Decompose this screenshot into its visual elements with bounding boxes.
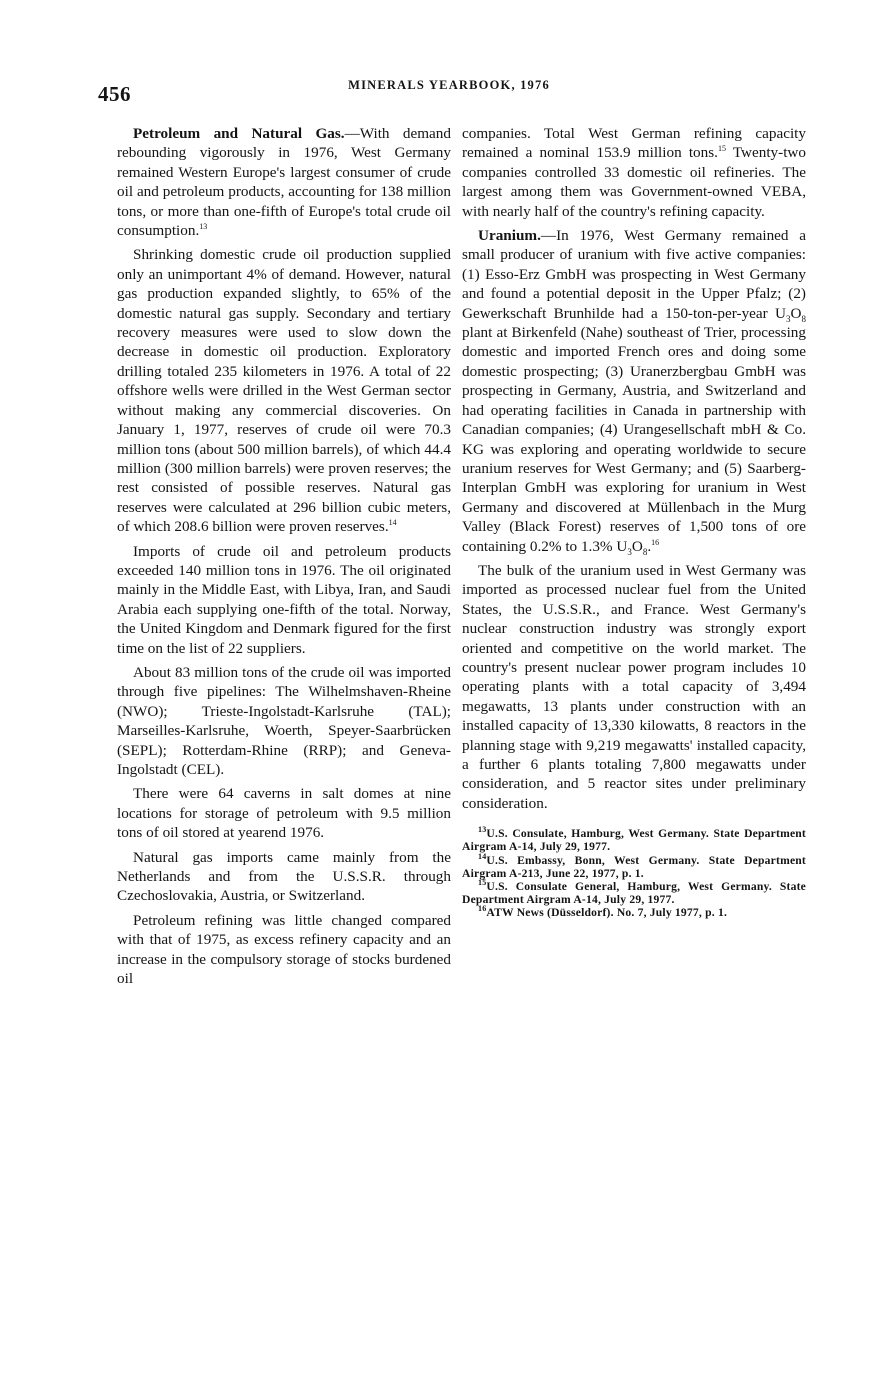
footnote [462, 851, 806, 880]
page-number: 456 [98, 82, 131, 106]
footnote-number: 14 [478, 851, 487, 861]
paragraph-text: companies. Total West German refining capacity remained a nominal 153.9 million tons. [462, 125, 806, 162]
paragraph-petroleum-intro [117, 124, 451, 240]
paragraph-uranium [462, 226, 806, 556]
section-heading-uranium: Uranium. [478, 227, 541, 245]
paragraph-text: Twenty-two companies controlled 33 domestic oil refineries. The largest among them was Government-owned VEBA, with nearly half of the country's refining capacity. [462, 144, 806, 220]
paragraph-text: Shrinking domestic crude oil production supplied only an unimportant 4% of demand. However, natural gas production expanded slightly, to 65% of the domestic natural gas supply. Secondary and tertiary recovery measures were used to slow down the decrease in domestic oil production. Exploratory drilling totaled 235 kilometers in 1976. A total of 22 offshore wells were drilled in the West German sector without making any commercial discoveries. On January 1, 1977, reserves of crude oil were 70.3 million tons (about 500 million barrels), of which 44.4 million (300 million barrels) were proven reserves; the rest consisted of possible reserves. Natural gas reserves were calculated at 296 billion cubic meters, of which 208.6 billion were proven reserves. [117, 246, 451, 536]
formula-char: O [790, 304, 802, 322]
paragraph-text: . [647, 537, 652, 555]
footnote-number: 15 [478, 878, 487, 888]
paragraph-domestic-production [117, 245, 451, 536]
footnote [462, 880, 806, 906]
paragraph-refining: Petroleum refining was little changed compared with that of 1975, as excess refinery capacity and an increase in the compulsory storage of stocks burdened oil [117, 911, 451, 988]
running-head: MINERALS YEARBOOK, 1976 [348, 78, 550, 92]
footnote-text: U.S. Consulate General, Hamburg, West Germany. State Department Airgram A-14, July 29, 1977. [462, 880, 806, 907]
subscript: 3 [627, 546, 632, 557]
footnote-text: U.S. Consulate, Hamburg, West Germany. State Department Airgram A-14, July 29, 1977. [462, 827, 806, 854]
footnote-ref: 13 [199, 221, 208, 231]
footnote-text: U.S. Embassy, Bonn, West Germany. State Department Airgram A-213, June 22, 1977, p. 1. [462, 853, 806, 880]
formula-char: O [631, 537, 643, 555]
paragraph-imports: Imports of crude oil and petroleum products exceeded 140 million tons in 1976. The oil originated mainly in the Middle East, with Libya, Iran, and Saudi Arabia each supplying one-fifth of the total. Norway, the United Kingdom and Denmark figured for the first time on the list of 22 suppliers. [117, 542, 451, 657]
paragraph-storage: There were 64 caverns in salt domes at nine locations for storage of petroleum with 9.5 million tons of oil stored at yearend 1976. [117, 785, 451, 842]
footnote-text: ATW News (Düsseldorf). No. 7, July 1977, p. 1. [486, 906, 728, 920]
subscript: 8 [801, 313, 806, 324]
paragraph-refining-continued [462, 124, 806, 221]
subscript: 8 [642, 546, 648, 557]
paragraph-gas-imports: Natural gas imports came mainly from the Netherlands and from the U.S.S.R. through Czechoslovakia, Austria, or Switzerland. [117, 848, 451, 905]
footnote [462, 827, 806, 853]
paragraph-text: plant at Birkenfeld (Nahe) southeast of Trier, processing domestic and imported French ores and doing some domestic prospecting; (3) Uranerzbergbau GmbH was prospecting in Germany, Austria, and Switzerland and had operating facilities in Canada in partnership with Canadian companies; (4) Urangesellschaft mbH & Co. KG was exploring and operating worldwide to secure uranium reserves for West Germany; and (5) Saarberg-Interplan GmbH was exploring for uranium in West Germany and discovered at Müllenbach in the Murg Valley (Black Forest) reserves of 1,500 tons of ore containing 0.2% to 1.3% U [462, 324, 806, 555]
right-column [462, 124, 806, 920]
footnote [462, 906, 806, 919]
section-heading-petroleum: Petroleum and Natural Gas. [133, 125, 345, 142]
paragraph-uranium-imports: The bulk of the uranium used in West Germany was imported as processed nuclear fuel from the United States, the U.S.S.R., and France. West Germany's nuclear construction industry was strongly export oriented and competitive on the world market. The country's present nuclear power program includes 10 operating plants with a total capacity of 3,494 megawatts, 13 plants under construction with an installed capacity of 13,330 kilowatts, 8 reactors in the planning stage with 9,219 megawatts' installed capacity, a further 6 plants totaling 7,800 megawatts under consideration, and 5 reactor sites under preliminary consideration. [462, 561, 806, 812]
footnote-ref: 16 [651, 537, 660, 547]
left-column [117, 124, 451, 993]
paragraph-text: —With demand rebounding vigorously in 1976, West Germany remained Western Europe's largest consumer of crude oil and petroleum products, accounting for 138 million tons, or more than one-fifth of Europe's total crude oil consumption. [117, 125, 451, 240]
footnote-number: 13 [478, 825, 487, 835]
footnote-ref: 14 [388, 518, 397, 528]
footnote-number: 16 [478, 904, 487, 914]
subscript: 3 [786, 313, 791, 324]
footnotes [462, 827, 806, 919]
paragraph-pipelines: About 83 million tons of the crude oil was imported through five pipelines: The Wilhelmshaven-Rheine (NWO); Trieste-Ingolstadt-Karlsruhe (TAL); Marseilles-Karlsruhe, Woerth, Speyer-Saarbrücken (SEPL); Rotterdam-Rhine (RRP); and Geneva-Ingolstadt (CEL). [117, 663, 451, 778]
footnote-ref: 15 [717, 144, 726, 154]
paragraph-text: —In 1976, West Germany remained a small producer of uranium with five active companies: (1) Esso-Erz GmbH was prospecting in West Germany and found a potential deposit in the Upper Pfalz; (2) Gewerkschaft Brunhilde had a 150-ton-per-year U [462, 227, 806, 322]
